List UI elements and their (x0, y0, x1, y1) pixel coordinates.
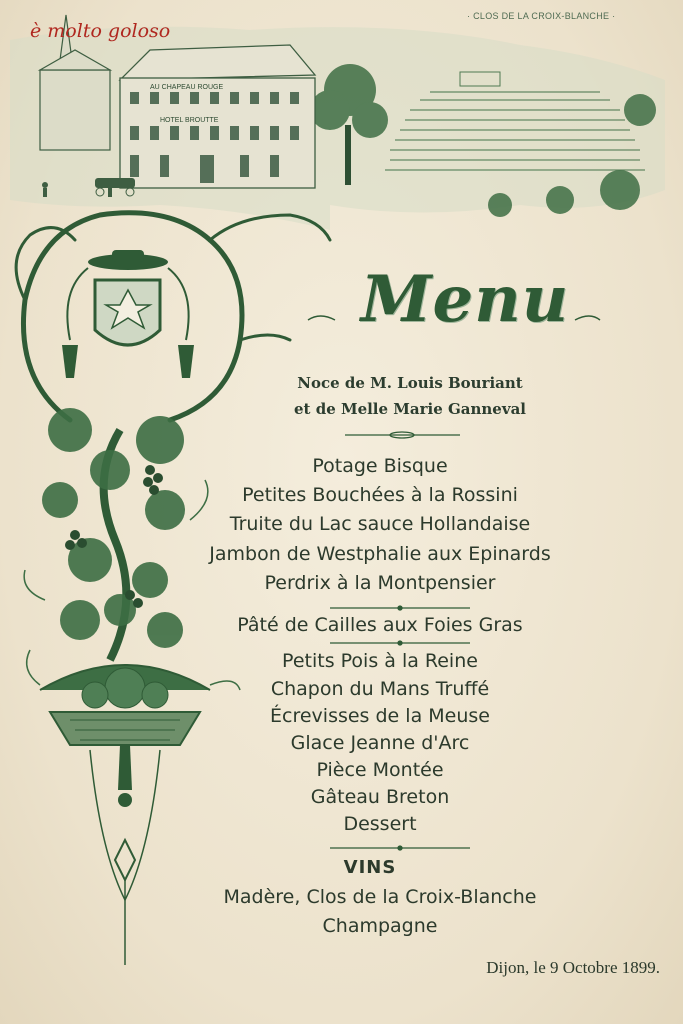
building-sign-bottom: HOTEL BROUTTE (160, 117, 219, 124)
course-item: Dessert (343, 813, 417, 835)
occasion-line-2: et de Melle Marie Ganneval (294, 400, 526, 418)
vineyard-vignette (10, 15, 665, 230)
dateline: Dijon, le 9 Octobre 1899. (486, 958, 660, 977)
course-item: Gâteau Breton (310, 786, 450, 808)
course-item: Petits Pois à la Reine (282, 650, 478, 672)
watermark-text: è molto goloso (30, 20, 171, 42)
course-item: Pièce Montée (316, 759, 444, 781)
course-item: Pâté de Cailles aux Foies Gras (237, 614, 523, 636)
course-item: Perdrix à la Montpensier (264, 572, 496, 594)
page-title: Menu (360, 262, 570, 337)
course-item: Chapon du Mans Truffé (270, 678, 490, 700)
vignette-label: · CLOS DE LA CROIX-BLANCHE · (467, 11, 616, 21)
wine-item: Madère, Clos de la Croix-Blanche (223, 886, 537, 908)
course-item: Jambon de Westphalie aux Epinards (209, 543, 551, 565)
heraldic-crest-icon (62, 250, 194, 378)
course-item: Petites Bouchées à la Rossini (242, 484, 518, 506)
course-item: Glace Jeanne d'Arc (290, 732, 470, 754)
building-sign-top: AU CHAPEAU ROUGE (150, 84, 224, 91)
wine-item: Champagne (322, 915, 438, 937)
occasion-line-1: Noce de M. Louis Bouriant (297, 374, 523, 392)
wines-heading: VINS (343, 857, 397, 878)
course-item: Écrevisses de la Meuse (270, 705, 490, 727)
course-item: Truite du Lac sauce Hollandaise (229, 513, 531, 535)
course-item: Potage Bisque (312, 455, 448, 477)
